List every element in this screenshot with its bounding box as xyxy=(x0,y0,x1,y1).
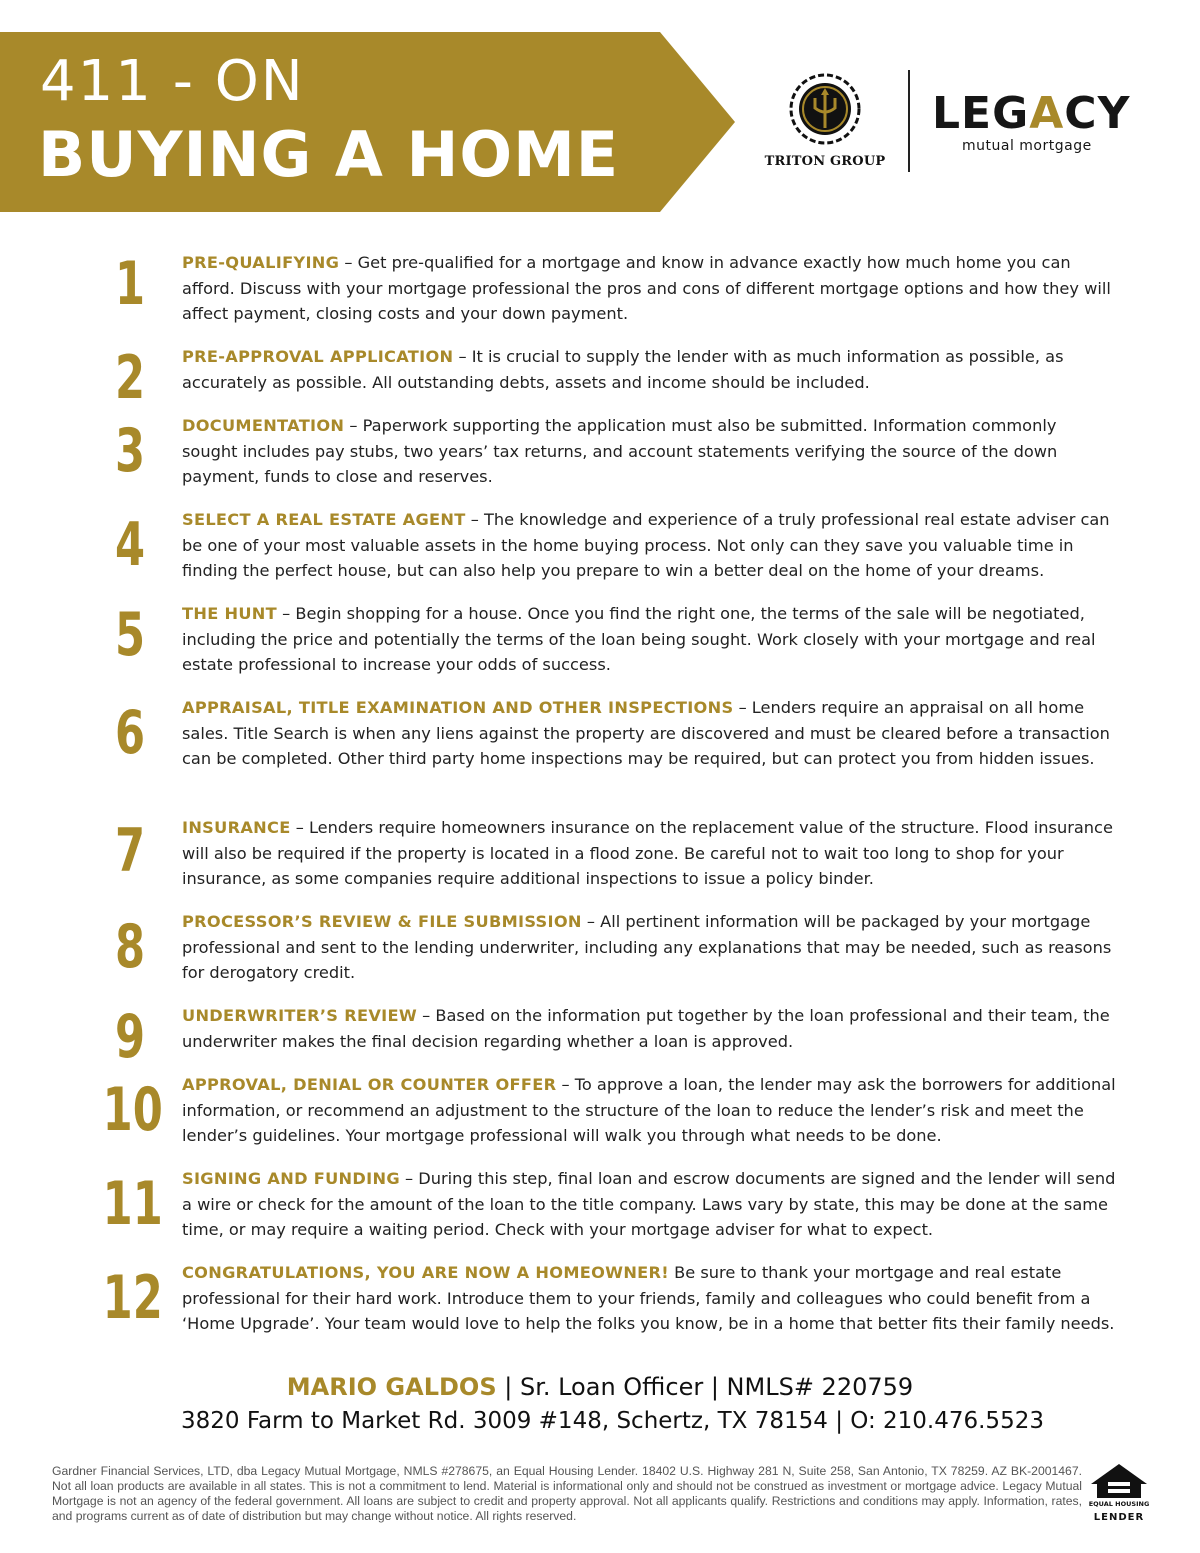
contact-name-line xyxy=(0,1372,1200,1402)
step-text: – Paperwork supporting the application must also be submitted. Information commonly sought includes pay stubs, two years’ tax returns, and account statements verifying the source of the down payment, funds to close and reserves. xyxy=(182,416,1058,486)
step-number: 2 xyxy=(114,343,146,413)
step-text: – Based on the information put together by the loan professional and their team, the underwriter makes the final decision regarding whether a loan is approved. xyxy=(182,1006,1110,1051)
step-number: 7 xyxy=(114,816,146,886)
step-text: – During this step, final loan and escrow documents are signed and the lender will send a wire or check for the amount of the loan to the title company. Laws vary by state, this may be done at the same time, or may require a waiting period. Check with your mortgage adviser for what to expect. xyxy=(182,1169,1116,1239)
equal-housing-line2: LENDER xyxy=(1093,1512,1145,1523)
step-title: SELECT A REAL ESTATE AGENT xyxy=(182,510,466,529)
equal-housing-line1: EQUAL HOUSING xyxy=(1088,1500,1150,1508)
step-title: APPRAISAL, TITLE EXAMINATION AND OTHER INSPECTIONS xyxy=(182,698,734,717)
step-body xyxy=(182,344,1117,395)
step-body xyxy=(182,695,1117,772)
step-body xyxy=(182,1260,1117,1337)
contact-address-line: 3820 Farm to Market Rd. 3009 #148, Schertz, TX 78154 | O: 210.476.5523 xyxy=(181,1408,1044,1434)
step-text: – The knowledge and experience of a truly professional real estate adviser can be one of your most valuable assets in the home buying process. Not only can they save you valuable time in finding the perfect house, but can also help you prepare to win a better deal on the home of your dreams. xyxy=(182,510,1110,580)
legacy-subtitle: mutual mortgage xyxy=(962,138,1092,154)
logo-divider xyxy=(908,70,910,172)
step-title: UNDERWRITER’S REVIEW xyxy=(182,1006,417,1025)
step-title: SIGNING AND FUNDING xyxy=(182,1169,400,1188)
step-title: DOCUMENTATION xyxy=(182,416,345,435)
loan-officer-name: MARIO GALDOS xyxy=(286,1373,497,1401)
step-number: 12 xyxy=(102,1263,163,1333)
step-body xyxy=(182,413,1117,490)
step-number: 1 xyxy=(114,249,146,319)
step-title: PRE-APPROVAL APPLICATION xyxy=(182,347,454,366)
step-body xyxy=(182,909,1117,986)
step-title: APPROVAL, DENIAL OR COUNTER OFFER xyxy=(182,1075,557,1094)
step-text: – All pertinent information will be packaged by your mortgage professional and sent to the lending underwriter, including any explanations that may be needed, such as reasons for derogatory credit. xyxy=(182,912,1112,982)
step-text: Be sure to thank your mortgage and real estate professional for their hard work. Introduce them to your friends, family and colleagues who could benefit from a ‘Home Upgrade’. Your team would love to help the folks you know, be in a home that better fits their family needs. xyxy=(182,1263,1115,1333)
step-text: – Begin shopping for a house. Once you find the right one, the terms of the sale will be negotiated, including the price and potentially the terms of the loan being sought. Work closely with your mortgage and real estate professional to increase your odds of success. xyxy=(182,604,1096,674)
step-body xyxy=(182,1166,1117,1243)
legacy-word-post: CY xyxy=(1064,88,1131,139)
step-title: INSURANCE xyxy=(182,818,291,837)
step-body xyxy=(182,1003,1117,1054)
step-title: PRE-QUALIFYING xyxy=(182,253,340,272)
step-body xyxy=(182,601,1117,678)
step-number: 6 xyxy=(114,698,146,768)
step-title: PROCESSOR’S REVIEW & FILE SUBMISSION xyxy=(182,912,582,931)
step-number: 10 xyxy=(102,1075,163,1145)
triton-group-logo xyxy=(760,72,890,180)
step-body xyxy=(182,815,1117,892)
step-text: – Get pre-qualified for a mortgage and know in advance exactly how much home you can afford. Discuss with your mortgage professional the pros and cons of different mortgage options and how they will affect payment, closing costs and your down payment. xyxy=(182,253,1111,323)
step-title: THE HUNT xyxy=(182,604,277,623)
step-number: 3 xyxy=(114,416,146,486)
trident-laurel-icon xyxy=(788,72,862,146)
legacy-mutual-mortgage-logo xyxy=(932,88,1132,162)
legal-disclaimer: Gardner Financial Services, LTD, dba Legacy Mutual Mortgage, NMLS #278675, an Equal Housing Lender. 18402 U.S. Highway 281 N, Suite 258, San Antonio, TX 78259. AZ BK-2001467. Not all loan products are available in all states. This is not a commitment to lend. Material is informational only and should not be construed as investment or mortgage advice. Legacy Mutual Mortgage is not an agency of the federal government. All loans are subject to credit and property approval. Not all applicants qualify. Restrictions and conditions may apply. Information, rates, and programs current as of date of distribution but may change without notice. All rights reserved. xyxy=(52,1464,1082,1523)
loan-officer-role: | Sr. Loan Officer | NMLS# 220759 xyxy=(496,1373,914,1401)
step-text: – Lenders require an appraisal on all home sales. Title Search is when any liens against the property are discovered and must be cleared before a transaction can be completed. Other third party home inspections may be required, but can protect you from hidden issues. xyxy=(182,698,1110,768)
step-text: – It is crucial to supply the lender with as much information as possible, as accurately as possible. All outstanding debts, assets and income should be included. xyxy=(182,347,1064,392)
legacy-wordmark xyxy=(932,88,1131,139)
step-body xyxy=(182,1072,1117,1149)
step-body xyxy=(182,250,1117,327)
step-text: – To approve a loan, the lender may ask the borrowers for additional information, or recommend an adjustment to the structure of the loan to reduce the lender’s risk and meet the lender’s guidelines. Your mortgage professional will walk you through what needs to be done. xyxy=(182,1075,1116,1145)
step-body xyxy=(182,507,1117,584)
step-number: 4 xyxy=(114,510,146,580)
triton-group-name: TRITON GROUP xyxy=(764,154,886,169)
step-number: 8 xyxy=(114,912,146,982)
step-text: – Lenders require homeowners insurance on the replacement value of the structure. Flood insurance will also be required if the property is located in a flood zone. Be careful not to wait too long to shop for your insurance, as some companies require additional inspections to issue a policy binder. xyxy=(182,818,1113,888)
legacy-word-pre: LEG xyxy=(932,88,1030,139)
step-number: 5 xyxy=(114,600,146,670)
title-line-1: 411 - ON xyxy=(40,49,305,114)
title-line-2: BUYING A HOME xyxy=(38,118,620,191)
step-number: 9 xyxy=(114,1002,146,1072)
step-number: 11 xyxy=(102,1169,163,1239)
legacy-word-a: A xyxy=(1029,88,1065,139)
step-title: CONGRATULATIONS, YOU ARE NOW A HOMEOWNER! xyxy=(182,1263,669,1282)
